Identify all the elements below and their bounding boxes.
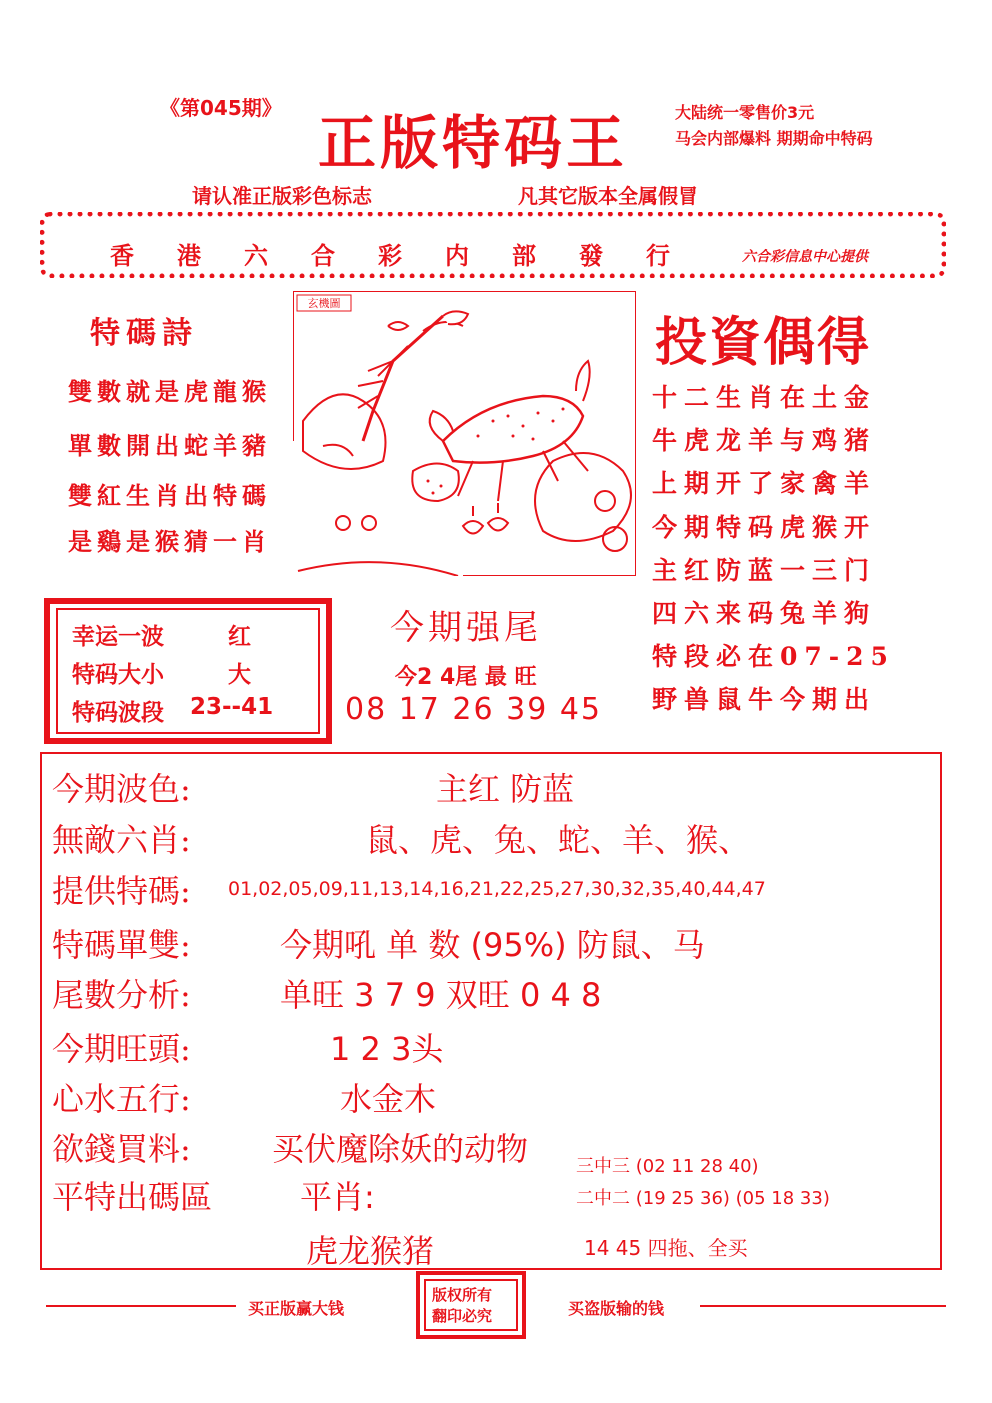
head-value: 1 2 3头 [330, 1030, 444, 1068]
footer-left-slogan: 买正版赢大钱 [248, 1299, 345, 1318]
special-code-value: 01,02,05,09,11,13,14,16,21,22,25,27,30,32,35,40,44,47 [228, 878, 766, 900]
combo-two: 二中二 (19 25 36) (05 18 33) [576, 1188, 830, 1209]
copyright-line: 版权所有 [432, 1286, 493, 1304]
special-range-value: 23--41 [190, 694, 274, 720]
poem-line: 是鷄是猴猜一肖 [68, 527, 271, 556]
puzzle-illustration [293, 291, 636, 576]
poem-line: 雙數就是虎龍猴 [68, 377, 271, 406]
odd-even-label: 特碼單雙: [52, 926, 191, 964]
combo-three: 三中三 (02 11 28 40) [576, 1156, 759, 1177]
strong-tail-title: 今期强尾 [390, 608, 542, 648]
page-title: 正版特码王 [318, 109, 629, 177]
invest-title: 投資偶得 [655, 312, 872, 373]
invest-line: 野兽鼠牛今期出 [652, 685, 877, 714]
flat-zodiac-label: 平肖: [300, 1178, 375, 1216]
footer-rule-left [46, 1305, 236, 1307]
element-label: 心水五行: [52, 1080, 191, 1118]
wave-color-value: 主红 防蓝 [436, 770, 575, 808]
wave-color-label: 今期波色: [52, 770, 191, 808]
invest-line: 牛虎龙羊与鸡猪 [652, 426, 877, 455]
invest-line: 特段必在07-25 [652, 642, 895, 671]
buy-tip-value: 买伏魔除妖的动物 [272, 1130, 529, 1168]
six-zodiac-value: 鼠、虎、兔、蛇、羊、猴、 [366, 821, 751, 859]
combo-drag: 14 45 四拖、全买 [584, 1236, 748, 1260]
banner-provider: 六合彩信息中心提供 [742, 249, 868, 265]
tail-analysis-value: 单旺 3 7 9 双旺 0 4 8 [280, 976, 602, 1014]
invest-line: 十二生肖在土金 [652, 383, 877, 412]
head-label: 今期旺頭: [52, 1030, 191, 1068]
odd-even-value: 今期吼 单 数 (95%) 防鼠、马 [280, 926, 705, 964]
footer-right-slogan: 买盗版输的钱 [568, 1299, 665, 1318]
strong-tail-sub: 今2 4尾 最 旺 [395, 665, 537, 690]
tagline: 马会内部爆料 期期命中特码 [675, 129, 873, 148]
footer-rule-right [700, 1305, 946, 1307]
lucky-wave-value: 红 [228, 624, 251, 650]
strong-tail-numbers: 08 17 26 39 45 [345, 692, 603, 727]
issue-number: 《第045期》 [160, 96, 282, 120]
price-line: 大陆统一零售价3元 [675, 103, 815, 122]
invest-line: 主红防蓝一三门 [652, 556, 877, 585]
invest-line: 今期特码虎猴开 [652, 513, 877, 542]
buy-tip-label: 欲錢買料: [52, 1130, 191, 1168]
special-code-label: 提供特碼: [52, 872, 191, 910]
element-value: 水金木 [340, 1080, 437, 1118]
counterfeit-warning: 凡其它版本全属假冒 [518, 184, 698, 208]
six-zodiac-label: 無敵六肖: [52, 821, 191, 859]
picture-seal: 玄機圖 [307, 297, 341, 310]
flat-zone-label: 平特出碼區 [52, 1178, 213, 1216]
banner-title: 香港六合彩内部發行 [110, 241, 713, 270]
lucky-wave-label: 幸运一波 [72, 624, 164, 650]
poem-line: 單數開出蛇羊豬 [68, 431, 271, 460]
poem-line: 雙紅生肖出特碼 [68, 481, 271, 510]
poem-title: 特碼詩 [90, 316, 198, 351]
invest-line: 四六来码兔羊狗 [652, 599, 877, 628]
authentic-warning: 请认准正版彩色标志 [192, 184, 372, 208]
special-size-value: 大 [228, 662, 251, 688]
tail-analysis-label: 尾數分析: [52, 976, 191, 1014]
special-size-label: 特码大小 [72, 662, 164, 688]
reprint-line: 翻印必究 [432, 1307, 493, 1325]
invest-line: 上期开了家禽羊 [652, 469, 877, 498]
special-range-label: 特码波段 [72, 700, 164, 726]
flat-zodiac-value: 虎龙猴猪 [306, 1232, 435, 1270]
